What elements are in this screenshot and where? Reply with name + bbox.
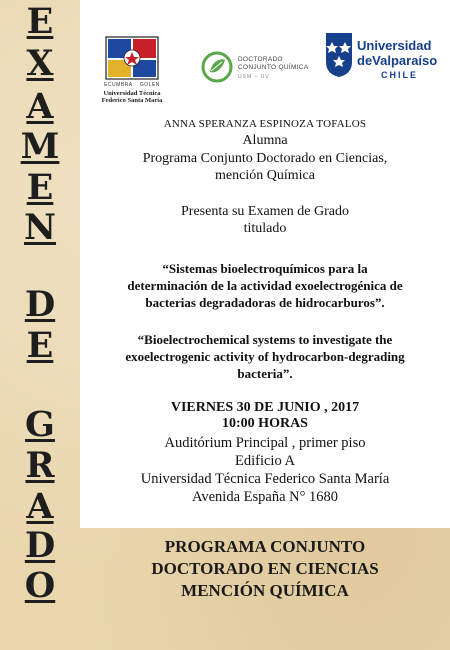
event-venue: Auditórium Principal , primer piso Edificio A Universidad Técnica Federico Santa María Avenida España N° 1680 [140, 435, 390, 505]
doc-line1: DOCTORADO [238, 56, 283, 63]
title-letter: E [26, 1, 54, 42]
usm-shield-icon [104, 35, 160, 81]
uv-name: Universidad deValparaíso [357, 38, 438, 68]
uv-logo [325, 32, 445, 92]
vertical-title [0, 0, 80, 650]
title-letter: E [26, 167, 54, 208]
event-datetime [80, 400, 450, 432]
presenta-text: Presenta su Examen de Grado titulado [181, 204, 349, 236]
title-letter: N [24, 207, 56, 248]
title-letter: A [26, 86, 54, 127]
event-time: 10:00 HORAS [222, 416, 308, 431]
uv-shield-icon [325, 32, 353, 78]
doc-line3: USM – UV [238, 74, 270, 80]
event-date: VIERNES 30 DE JUNIO , 2017 [170, 400, 360, 415]
thesis-title-english: “Bioelectrochemical systems to investigate the exoelectrogenic activity of hydrocarbon-degrading bacteria”. [125, 332, 405, 381]
doc-line2: CONJUNTO QUÍMICA [238, 64, 309, 71]
usm-logo [92, 35, 172, 104]
doctorado-logo [200, 48, 310, 88]
title-letter: X [26, 43, 54, 84]
poster-panel [80, 0, 450, 528]
title-letter: R [25, 445, 55, 486]
title-letter: D [24, 284, 56, 325]
student-role: Alumna [242, 133, 288, 148]
title-letter: D [24, 525, 56, 566]
doctorado-leaf-icon [200, 50, 234, 84]
program-text: Programa Conjunto Doctorado en Ciencias, mención Química [142, 151, 388, 183]
uv-chile: CHILE [381, 70, 418, 80]
usm-motto: ECUMBRA GOLEN [104, 82, 160, 88]
student-name: ANNA SPERANZA ESPINOZA TOFALOS [163, 118, 367, 130]
usm-caption: Universidad Técnica Federico Santa María [101, 90, 163, 104]
thesis-title-spanish: “Sistemas bioelectroquímicos para la determinación de la actividad exoelectrogénica de bacterias degradadoras de hidrocarburos”. [127, 261, 403, 310]
program-banner: PROGRAMA CONJUNTO DOCTORADO EN CIENCIAS MENCIÓN QUÍMICA [151, 537, 379, 600]
title-letter: M [20, 126, 60, 167]
logo-bar [80, 30, 450, 110]
title-letter: A [26, 486, 54, 527]
title-letter: O [24, 565, 56, 606]
title-letter: E [26, 325, 54, 366]
title-letter: G [25, 404, 55, 445]
